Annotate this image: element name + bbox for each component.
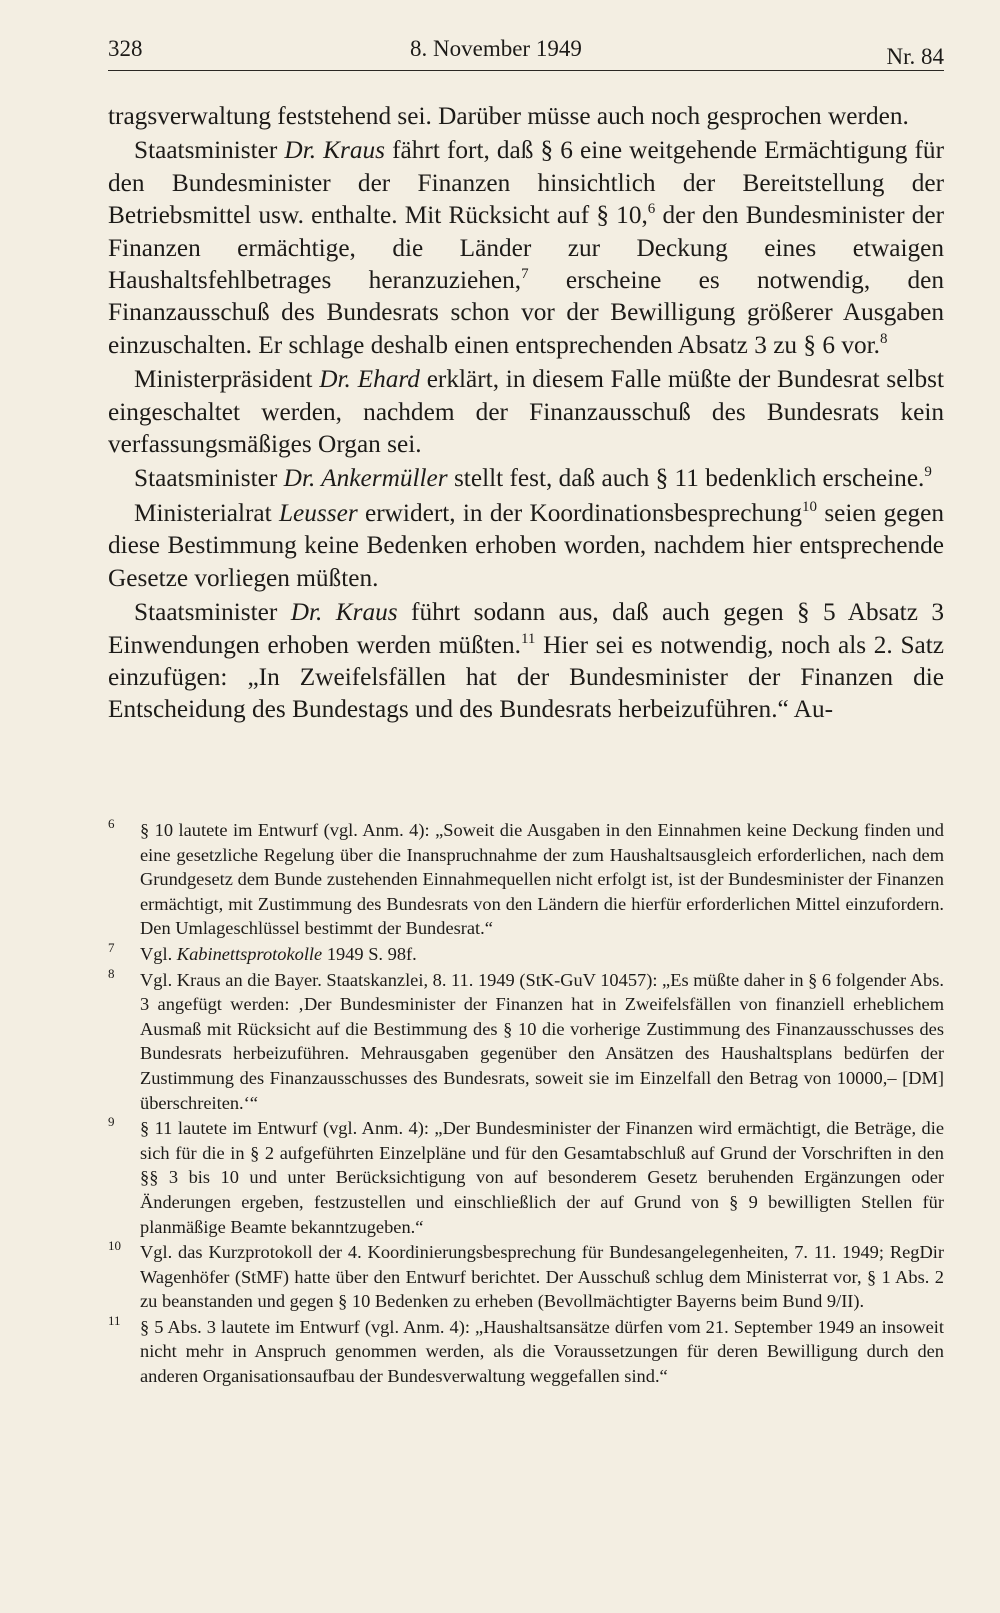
paragraph-kraus-2 [108, 596, 944, 726]
footnote-number: 9 [108, 1114, 115, 1130]
footnote-number: 8 [108, 965, 115, 981]
paragraph-text: führt sodann aus, daß auch gegen § 5 Absatz 3 Einwendungen erhoben werden müßten. [108, 598, 944, 659]
footnote-7 [108, 939, 944, 967]
speaker-name: Leusser [278, 498, 358, 527]
paragraph-text: erscheine es notwendig, den Finanzausschuß des Bundesrats schon vor der Bewilligung größerer Ausgaben einzuschalten. Er schlage deshalb einen entsprechenden Absatz 3 zu § 6 vor. [108, 266, 944, 359]
main-text [108, 100, 944, 726]
cited-title: Kabinettsprotokolle [176, 943, 323, 964]
footnote-text: 1949 S. 98f. [322, 943, 417, 964]
speaker-title: Staatsminister [134, 464, 284, 493]
footnote-number: 11 [108, 1312, 121, 1328]
footnote-ref[interactable]: 9 [924, 464, 932, 481]
speaker-name: Ehard [350, 365, 420, 394]
footnote-ref[interactable]: 6 [647, 201, 656, 218]
speaker-degree: Dr. [290, 598, 323, 627]
speaker-degree: Dr. [283, 464, 316, 493]
paragraph-text: stellt fest, daß auch § 11 bedenklich erscheine. [447, 464, 925, 493]
speaker-title: Staatsminister [134, 598, 291, 627]
footnote-8 [108, 965, 944, 1116]
footnote-text: Vgl. [140, 943, 177, 964]
footnote-ref[interactable]: 11 [520, 630, 536, 647]
footnote-11 [108, 1312, 944, 1389]
footnote-10 [108, 1240, 944, 1314]
footnote-ref[interactable]: 10 [802, 498, 818, 515]
header-date: 8. November 1949 [410, 36, 582, 61]
paragraph-text: seien gegen diese Bestimmung keine Bedenken erhoben worden, nachdem hier entsprechende Gesetze vorliegen müßten. [108, 498, 944, 592]
document-number: Nr. 84 [886, 44, 944, 69]
footnote-text: § 5 Abs. 3 lautete im Entwurf (vgl. Anm. 4): „Haushaltsansätze dürfen vom 21. September 1949 an insoweit nicht mehr in Anspruch genommen werden, als die Voraussetzungen für deren Bewilligung durch den anderen Organisationsaufbau der Bundesverwaltung weggefallen sind.“ [140, 1316, 944, 1387]
speaker-name: Kraus [316, 136, 386, 165]
footnotes-section [108, 818, 944, 1390]
page-number: 328 [108, 36, 143, 61]
paragraph-text: erwidert, in der Koordinationsbesprechung [357, 498, 803, 527]
footnote-ref[interactable]: 8 [880, 330, 888, 347]
paragraph-text: der den Bundesminister der Finanzen ermächtige, die Länder zur Deckung eines etwaigen Haushaltsfehlbetrages heranzuziehen, [108, 201, 944, 295]
footnote-ref[interactable]: 7 [521, 266, 529, 283]
paragraph-leusser [108, 497, 944, 594]
paragraph-text: erklärt, in diesem Falle müßte der Bundesrat selbst eingeschaltet werden, nachdem der Finanzausschuß des Bundesrats kein verfassungsmäßiges Organ sei. [108, 365, 944, 459]
footnote-text: § 10 lautete im Entwurf (vgl. Anm. 4): „Soweit die Ausgaben in den Einnahmen keine Deckung finden und eine gesetzliche Regelung über die Inanspruchnahme der zum Haushaltsausgleich erforderlichen, nach dem Grundgesetz dem Bunde zustehenden Einnahmequellen nicht erfolgt ist, ist der Bundesminister der Finanzen ermächtigt, mit Zustimmung des Bundesrats von den Ländern die hierfür erforderlichen Mittel einzufordern. Den Umlageschlüssel bestimmt der Bundesrat.“ [140, 820, 944, 939]
footnote-9 [108, 1116, 944, 1239]
paragraph-text: fährt fort, daß § 6 eine weitgehende Ermächtigung für den Bundesminister der Finanzen hinsichtlich der Bereitstellung der Betriebsmittel usw. enthalte. Mit Rücksicht auf § 10, [108, 136, 944, 230]
speaker-degree: Dr. [319, 365, 351, 394]
footnote-number: 10 [108, 1238, 121, 1254]
footnote-6 [108, 818, 944, 941]
speaker-title: Ministerialrat [134, 498, 279, 527]
speaker-name: Kraus [322, 598, 398, 627]
footnote-number: 6 [108, 816, 115, 831]
footnote-text: Vgl. Kraus an die Bayer. Staatskanzlei, 8. 11. 1949 (StK-GuV 10457): „Es müßte daher in § 6 folgender Abs. 3 angefügt werden: ‚Der Bundesminister der Finanzen hat in Zweifelsfällen von finanziell erheblichem Ausmaß mit Rücksicht auf die Bestimmung des § 10 die vorherige Zustimmung des Finanzausschusses des Bundesrats herbeizuführen. Mehrausgaben gegenüber den Ansätzen des Haushaltsplans bedürfen der Zustimmung des Finanzausschusses des Bundesrats, soweit sie im Einzelfall den Betrag von 10000,– [DM] überschreiten.‘“ [140, 969, 944, 1113]
paragraph-text: tragsverwaltung feststehend sei. Darüber müsse auch noch gesprochen werden. [108, 102, 909, 130]
paragraph-ankermueller [108, 462, 944, 494]
footnote-number: 7 [108, 939, 115, 955]
paragraph-ehard [108, 363, 944, 460]
speaker-title: Staatsminister [134, 136, 285, 165]
paragraph-kraus-1 [108, 134, 944, 361]
footnote-text: § 11 lautete im Entwurf (vgl. Anm. 4): „Der Bundesminister der Finanzen wird ermächtigt, die Beträge, die sich für die in § 2 aufgeführten Einzelpläne und für den Gesamtabschluß auf Grund der Vorschriften in den §§ 3 bis 10 und unter Berücksichtigung von auf besonderem Gesetz beruhenden Ergänzungen oder Änderungen ergeben, festzustellen und einschließlich der auf Grund von § 9 bewilligten Stellen für planmäßige Beamte bekanntzugeben.“ [140, 1118, 944, 1237]
speaker-degree: Dr. [284, 136, 317, 165]
page-header [108, 30, 944, 71]
footnote-text: Vgl. das Kurzprotokoll der 4. Koordinierungsbesprechung für Bundesangelegenheiten, 7. 11. 1949; RegDir Wagenhöfer (StMF) hatte über den Entwurf berichtet. Der Ausschuß schlug dem Ministerrat vor, § 1 Abs. 2 zu beanstanden und gegen § 10 Bedenken zu erheben (Bevollmächtigter Bayerns beim Bund 9/II). [140, 1242, 944, 1312]
paragraph-text: Hier sei es notwendig, noch als 2. Satz einzufügen: „In Zweifelsfällen hat der Bundesminister der Finanzen die Entscheidung des Bundestags und des Bundesrats herbeizuführen.“ Au- [108, 630, 944, 724]
speaker-name: Ankermüller [315, 464, 448, 493]
speaker-title: Ministerpräsident [134, 365, 320, 394]
paragraph-continuation [108, 100, 944, 132]
